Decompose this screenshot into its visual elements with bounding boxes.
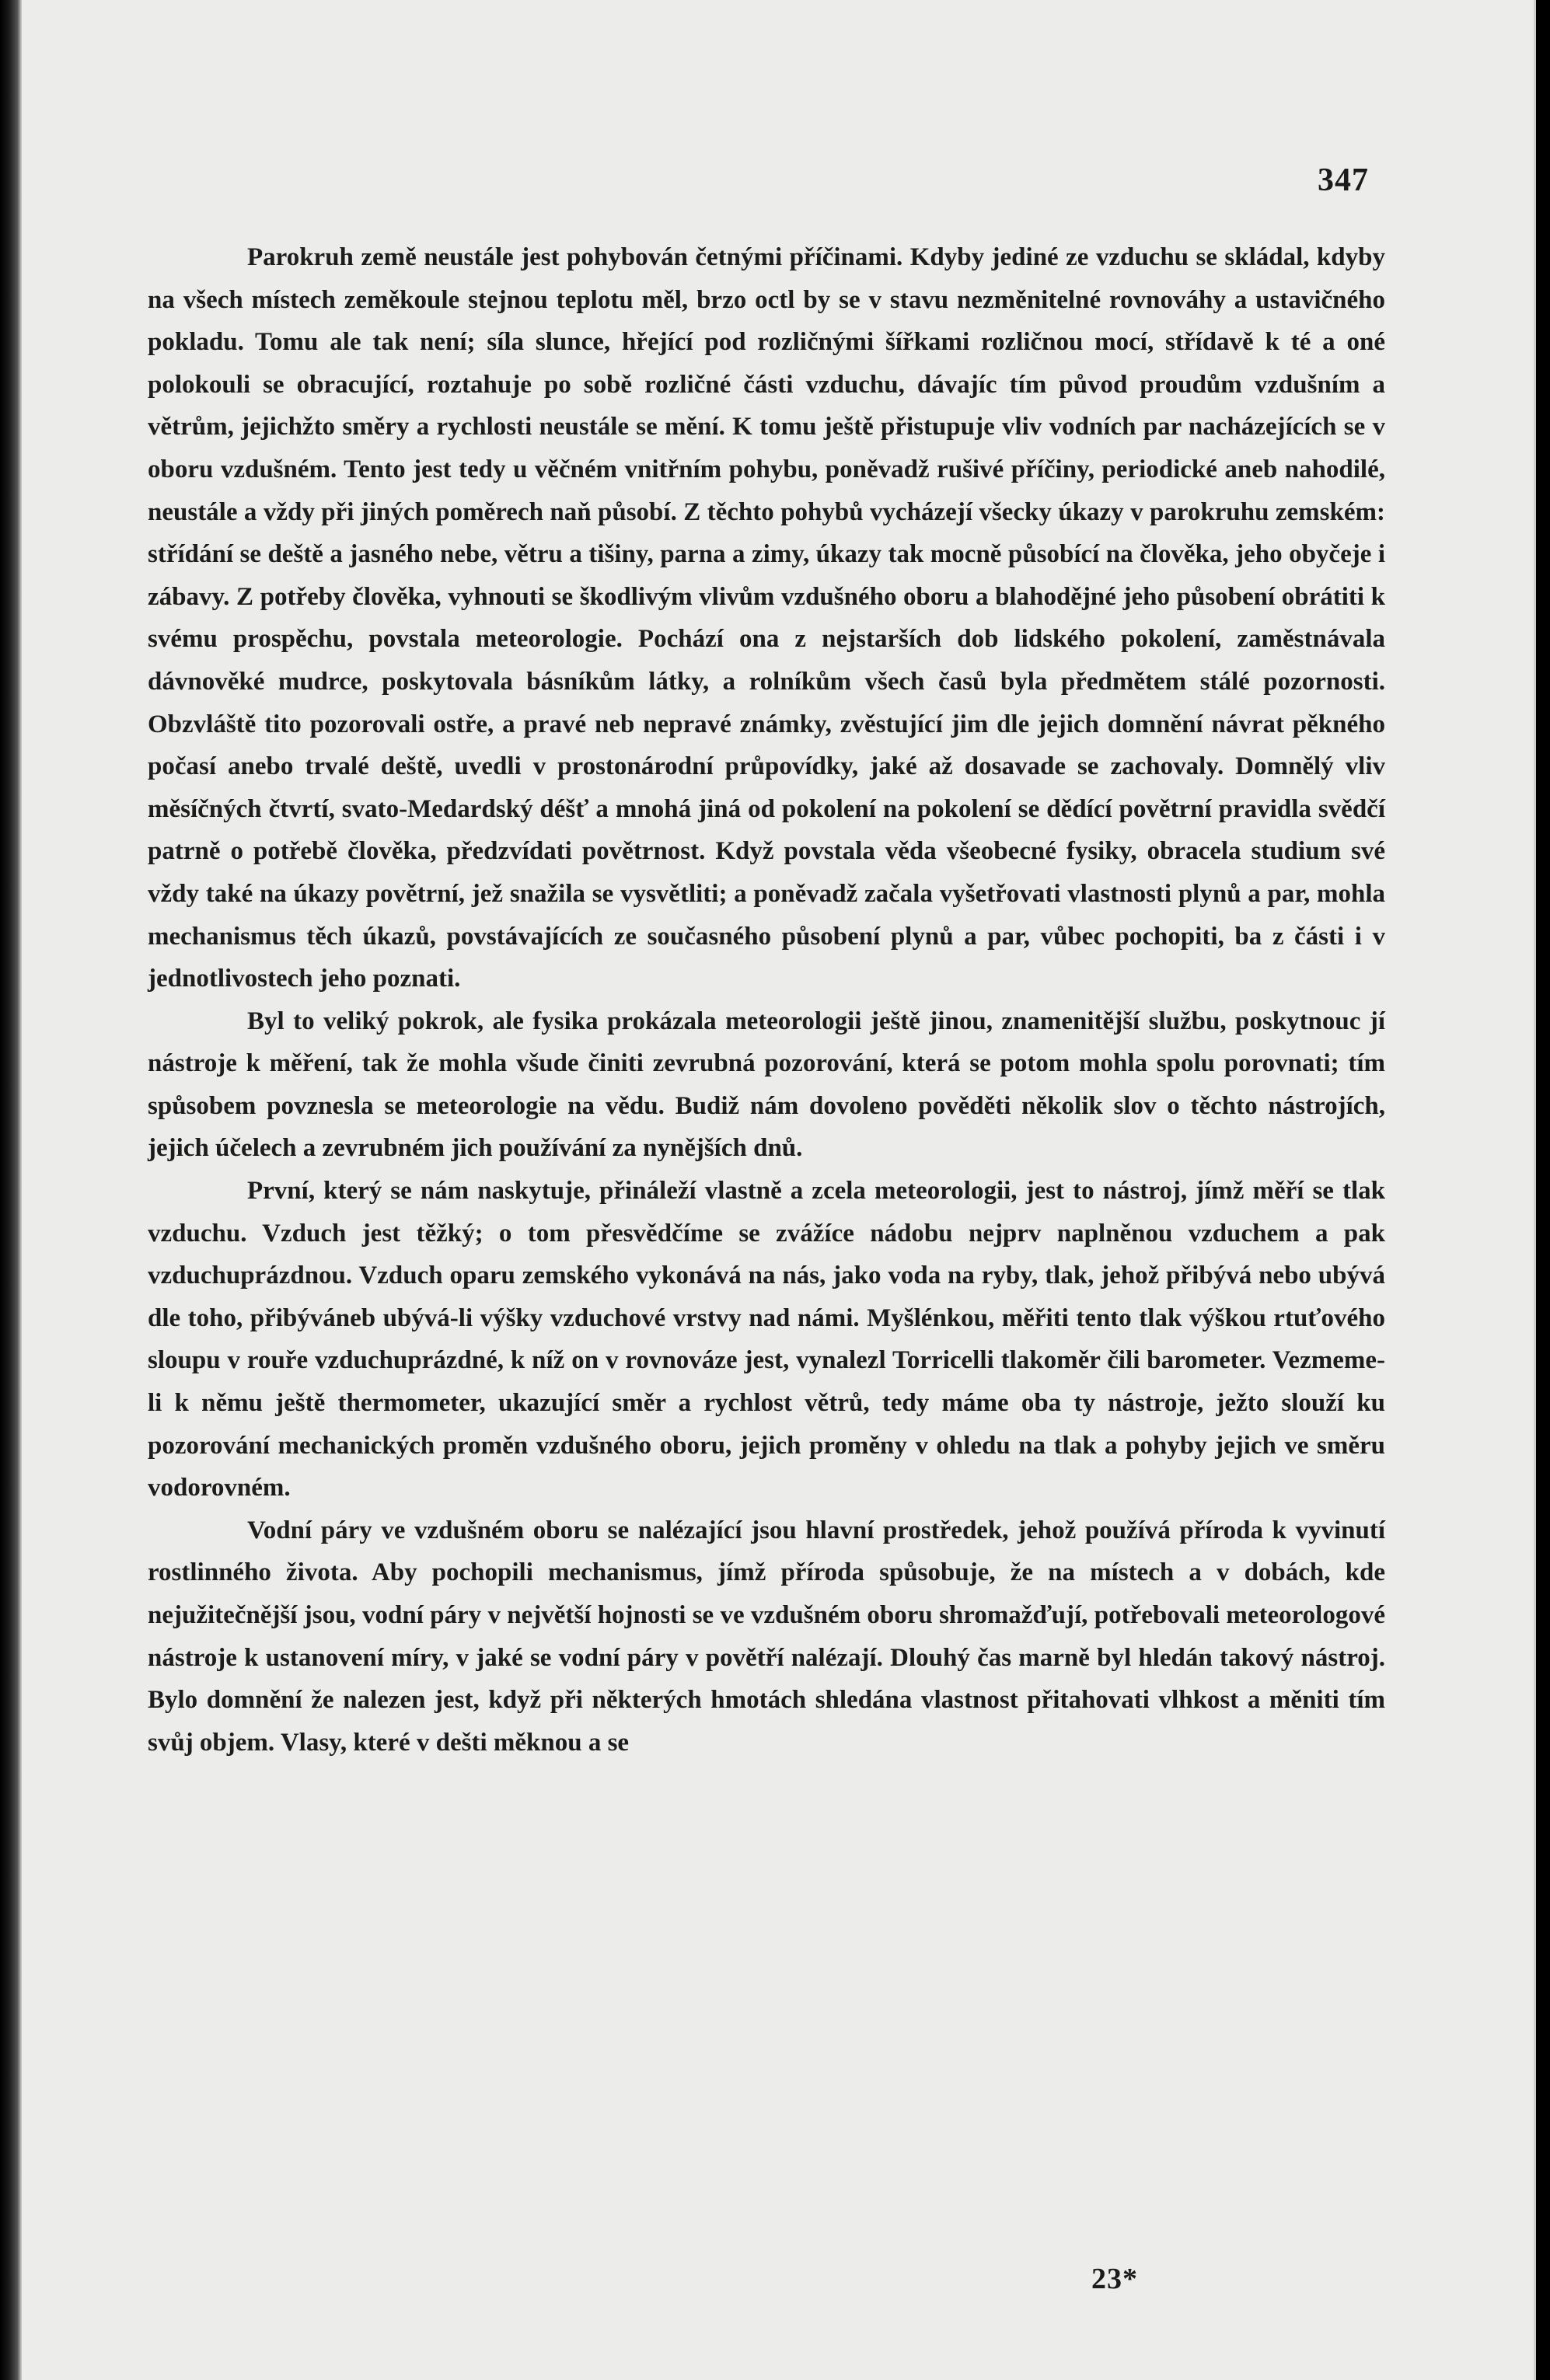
- page-number: 347: [1318, 162, 1369, 198]
- paragraph-1: Parokruh země neustále jest pohybován četnými příčinami. Kdyby jediné ze vzduchu se skládal, kdyby na všech místech zeměkoule stejnou teplotu měl, brzo octl by se v stavu nezměnitelné rovnováhy a ustavičného pokladu. Tomu ale tak není; síla slunce, hřející pod rozličnými šířkami rozličnou mocí, střídavě k té a oné polokouli se obracující, roztahuje po sobě rozličné části vzduchu, dávajíc tím původ proudům vzdušním a větrům, jejichžto směry a rychlosti neustále se mění. K tomu ještě přistupuje vliv vodních par nacházejících se v oboru vzdušném. Tento jest tedy u věčném vnitřním pohybu, poněvadž rušivé příčiny, periodické aneb nahodilé, neustále a vždy při jiných poměrech naň působí. Z těchto pohybů vycházejí všecky úkazy v parokruhu zemském: střídání se deště a jasného nebe, větru a tišiny, parna a zimy, úkazy tak mocně působící na člověka, jeho obyčeje i zábavy. Z potřeby člověka, vyhnouti se škodlivým vlivům vzdušného oboru a blahodějné jeho působení obrátiti k svému prospěchu, povstala meteorologie. Pochází ona z nejstarších dob lidského pokolení, zaměstnávala dávnověké mudrce, poskytovala básníkům látky, a rolníkům všech časů byla předmětem stálé pozornosti. Obzvláště tito pozorovali ostře, a pravé neb nepravé známky, zvěstující jim dle jejich domnění návrat pěkného počasí anebo trvalé deště, uvedli v prostonárodní průpovídky, jaké až dosavade se zachovaly. Domnělý vliv měsíčných čtvrtí, svato-Medardský déšť a mnohá jiná od pokolení na pokolení se dědící povětrní pravidla svědčí patrně o potřebě člověka, předzvídati povětrnost. Když povstala věda všeobecné fysiky, obracela studium své vždy také na úkazy povětrní, jež snažila se vysvětliti; a poněvadž začala vyšetřovati vlastnosti plynů a par, mohla mechanismus těch úkazů, povstávajících ze současného působení plynů a par, vůbec pochopiti, ba z části i v jednotlivostech jeho poznati.: [148, 243, 1385, 993]
- paragraph-2: Byl to veliký pokrok, ale fysika prokázala meteorologii ještě jinou, znamenitější službu, poskytnouc jí nástroje k měření, tak že mohla všude činiti zevrubná pozorování, která se potom mohla spolu porovnati; tím spůsobem povznesla se meteorologie na vědu. Budiž nám dovoleno pověděti několik slov o těchto nástrojích, jejich účelech a zevrubném jich používání za nynějších dnů.: [148, 1007, 1385, 1163]
- paragraph-4: Vodní páry ve vzdušném oboru se nalézající jsou hlavní prostředek, jehož používá příroda k vyvinutí rostlinného života. Aby pochopili mechanismus, jímž příroda spůsobuje, že na místech a v dobách, kde nejužitečnější jsou, vodní páry v největší hojnosti se ve vzdušném oboru shromažďují, potřebovali meteorologové nástroje k ustanovení míry, v jaké se vodní páry v povětří nalézají. Dlouhý čas marně byl hledán takový nástroj. Bylo domnění že nalezen jest, když při některých hmotách shledána vlastnost přitahovati vlhkost a měniti tím svůj objem. Vlasy, které v dešti měknou a se: [148, 1516, 1385, 1757]
- scan-left-edge: [0, 0, 22, 2380]
- printer-signature: 23*: [1091, 2263, 1138, 2295]
- paragraph-3: První, který se nám naskytuje, přináleží vlastně a zcela meteorologii, jest to nástroj, jímž měří se tlak vzduchu. Vzduch jest těžký; o tom přesvědčíme se zvážíce nádobu nejprv naplněnou vzduchem a pak vzduchuprázdnou. Vzduch oparu zemského vykonává na nás, jako voda na ryby, tlak, jehož přibývá nebo ubývá dle toho, přibýváneb ubývá-li výšky vzduchové vrstvy nad námi. Myšlénkou, měřiti tento tlak výškou rtuťového sloupu v rouře vzduchuprázdné, k níž on v rovnováze jest, vynalezl Torricelli tlakoměr čili barometer. Vezmeme-li k němu ještě thermometer, ukazující směr a rychlost větrů, tedy máme oba ty nástroje, ježto slouží ku pozorování mechanických proměn vzdušného oboru, jejich proměny v ohledu na tlak a pohyby jejich ve směru vodorovném.: [148, 1177, 1385, 1502]
- book-page: [22, 0, 1536, 2380]
- body-text: [148, 236, 1385, 1764]
- scan-right-edge: [1536, 0, 1550, 2380]
